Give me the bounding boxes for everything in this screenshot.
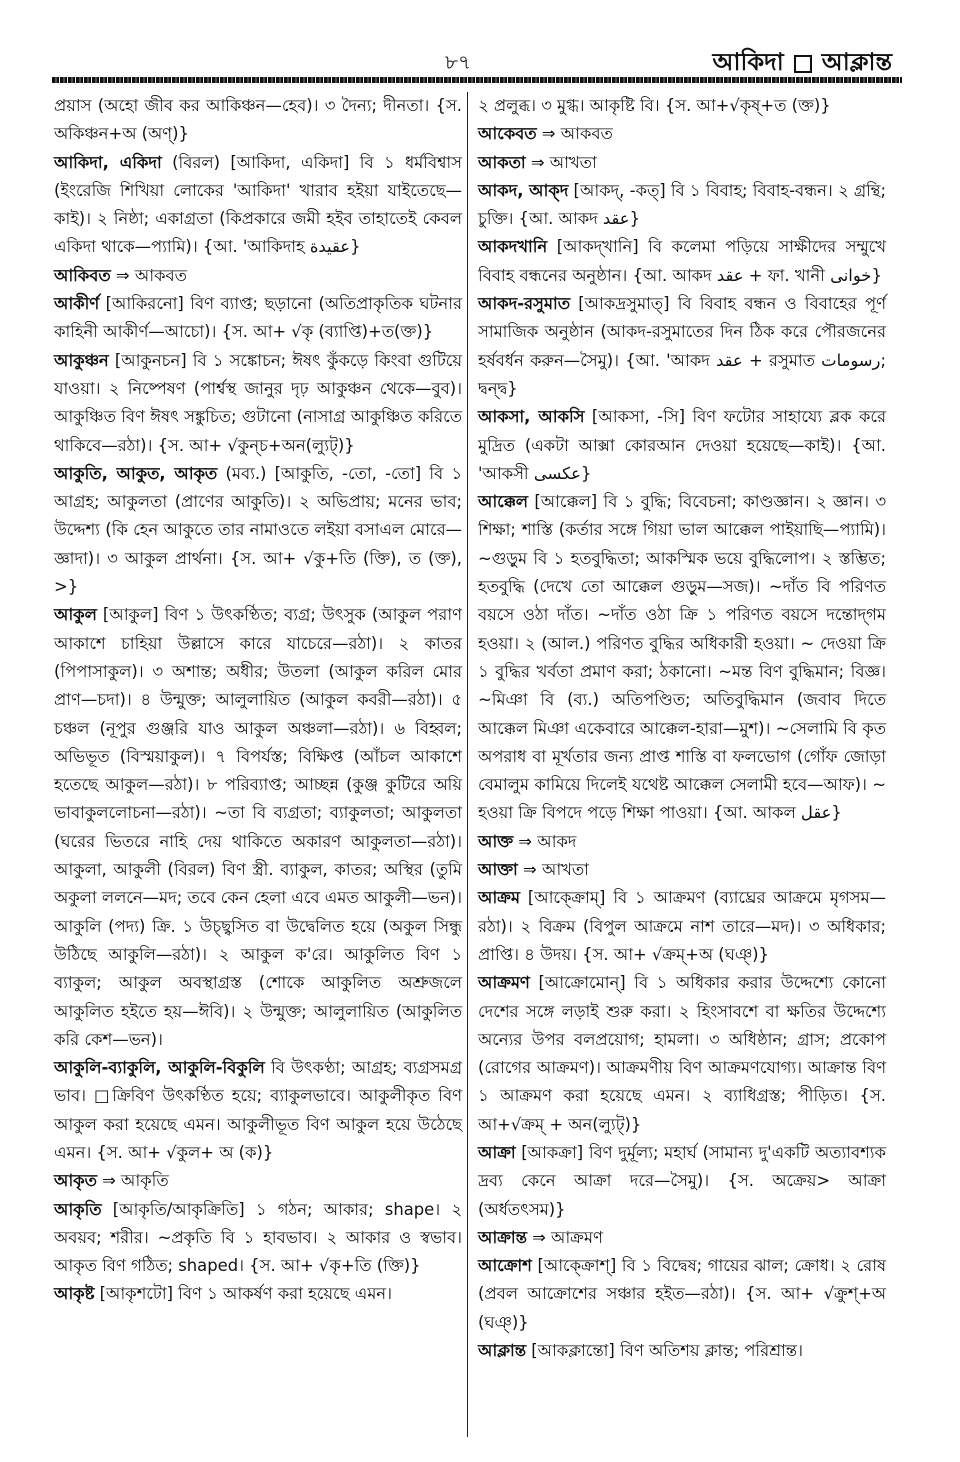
definition: ⇒ আক্রমণ — [526, 1227, 603, 1247]
definition: [আক্রোমোন্] বি ১ অধিকার করার উদ্দেশ্যে কোনো দেশের সঙ্গে লড়াই শুরু করা। ২ হিংসাবশে বা ক্ষতির উদ্দেশ্যে অন্যের উপর বলপ্রয়োগ; হামলা। ৩ অধিষ্ঠান; গ্রাস; প্রকোপ (রোগের আক্রমণ)। আক্রমণীয় বিণ আক্রমণযোগ্য। আক্রান্ত বিণ ১ আক্রমণ করা হয়েছে এমন। ২ ব্যাধিগ্রস্ত; পীড়িত। {স. আ+√ক্রম্ + অন(ল্যুট্)} — [478, 973, 886, 1134]
definition: প্রয়াস (অহো জীব কর আকিঞ্চন—হেব)। ৩ দৈন্য; দীনতা। {স. অকিঞ্চন+অ (অণ্)} — [54, 96, 462, 144]
dictionary-entry — [478, 403, 886, 488]
definition: [আক্ক্রোশ্] বি ১ বিদ্বেষ; গায়ের ঝাল; ক্রোধ। ২ রোষ (প্রবল আক্রোশের সঞ্চার হইত—রঠা)। {স. আ+ √ক্রুশ্+অ (ঘঞ্)} — [478, 1256, 886, 1332]
dictionary-entry — [478, 1337, 886, 1365]
dictionary-entry — [54, 1196, 462, 1281]
definition: ⇒ আকৃতি — [96, 1171, 169, 1191]
left-column — [54, 92, 462, 1309]
definition: [আকিরনো] বিণ ব্যাপ্ত; ছড়ানো (অতিপ্রাকৃতিক ঘটনার কাহিনী আকীর্ণ—আচো)। {স. আ+ √কৃ (ব্যাপ্তি)+ত(ক্ত)} — [54, 294, 462, 342]
headword: আকুল — [54, 605, 97, 625]
guide-separator-box — [794, 55, 812, 73]
dictionary-entry — [478, 1252, 886, 1337]
right-column — [478, 92, 886, 1365]
header-rule — [52, 77, 902, 83]
definition: ⇒ আখতা — [525, 152, 597, 172]
headword: আক্ত — [478, 831, 514, 851]
headword: আক্রা — [478, 1142, 516, 1162]
definition: (বিরল) [আকিদা, একিদা] বি ১ ধর্মবিশ্বাস (ইংরেজি শিখিয়া লোকের 'আকিদা' খারাব হইয়া যাইতেছে—কাই)। ২ নিষ্ঠা; একাগ্রতা (কিপ্রকারে জমী হইব তাহাতেই কেবল একিদা থাকে—প্যামি)। {আ. 'আকিদাহ عقيدة} — [54, 152, 463, 257]
headword: আকিবত — [54, 265, 111, 285]
headword: আক্রান্ত — [478, 1227, 527, 1247]
headword: আকেবত — [478, 124, 537, 144]
dictionary-entry — [54, 460, 462, 601]
headword: আকৃতি — [54, 1199, 102, 1219]
headword: আকদ, আক্দ — [478, 180, 569, 200]
definition: [আকৃতি/আকৃক্রিতি] ১ গঠন; আকার; shape। ২ অবয়ব; শরীর। ~প্রকৃতি বি ১ হাবভাব। ২ আকার ও স্বভাব। আকৃত বিণ গঠিত; shaped। {স. আ+ √কৃ+তি (ক্তি)} — [54, 1199, 462, 1276]
column-divider — [467, 92, 468, 1437]
dictionary-entry — [478, 1139, 886, 1224]
dictionary-entry — [54, 149, 462, 262]
dictionary-entry — [478, 120, 886, 148]
definition: ⇒ আকবত — [110, 265, 187, 285]
headword: আকুতি, আকুত, আকৃত — [54, 463, 218, 483]
dictionary-entry — [478, 149, 886, 177]
dictionary-entry — [54, 92, 462, 149]
dictionary-entry — [54, 1054, 462, 1167]
definition: [আকক্রা] বিণ দুর্মূল্য; মহার্ঘ (সামান্য দু'একটি অত্যাবশ্যক দ্রব্য কেনে আক্রা দরে—সৈমু)। {স. অক্রেয়> আক্রা (অর্ধতৎসম)} — [478, 1142, 886, 1219]
headword: আক্রমণ — [478, 973, 530, 993]
definition: ⇒ আকদ — [513, 831, 577, 851]
headword: আকীর্ণ — [54, 294, 100, 314]
dictionary-entry — [478, 488, 886, 828]
headword: আক্রম — [478, 888, 520, 908]
definition: [আক্কেল] বি ১ বুদ্ধি; বিবেচনা; কাণ্ডজ্ঞান। ২ জ্ঞান। ৩ শিক্ষা; শাস্তি (কর্তার সঙ্গে গিয়া ভাল আক্কেল পাইয়াছি—প্যামি)। ~গুড়ুম বি ১ হতবুদ্ধিতা; আকস্মিক ভয়ে বুদ্ধিলোপ। ২ স্তম্ভিত; হতবুদ্ধি (দেখে তো আক্কেল গুড়ুম—সজ)। ~দাঁত বি পরিণত বয়সে ওঠা দাঁত। ~দাঁত ওঠা ক্রি ১ পরিণত বয়সে দন্তোদ্‌গম হওয়া। ২ (আল.) পরিণত বুদ্ধির অধিকারী হওয়া। ~ দেওয়া ক্রি ১ বুদ্ধির খর্বতা প্রমাণ করা; ঠকানো। ~মন্ত বিণ বুদ্ধিমান; বিজ্ঞ। ~মিঞা বি (ব্য.) অতিপণ্ডিত; অতিবুদ্ধিমান (জবাব দিতে আক্কেল মিঞা একেবারে আক্কেল-হারা—মুশ)। ~সেলামি বি কৃত অপরাধ বা মূর্খতার জন্য প্রাপ্ত শাস্তি বা ফলভোগ (গোঁফ জোড়া বেমালুম কামিয়ে দিলেই যথেষ্ট আক্কেল সেলামী হবে—আফ)। ~ হওয়া ক্রি বিপদে পড়ে শিক্ষা পাওয়া। {আ. আকল عقل} — [478, 492, 886, 823]
definition: বি উৎকণ্ঠা; আগ্রহ; ব্যগ্রসমগ্র ভাব। □ক্রিবিণ উৎকণ্ঠিত হয়ে; ব্যাকুলভাবে। আকুলীকৃত বিণ আকুল করা হয়েছে এমন। আকুলীভূত বিণ আকুল হয়ে উঠেছে এমন। {স. আ+ √কুল+ অ (ক)} — [54, 1058, 462, 1162]
dictionary-entry — [478, 92, 886, 120]
headword: আকতা — [478, 152, 526, 172]
dictionary-entry — [54, 1280, 462, 1308]
headword: আকদখানি — [478, 237, 548, 257]
definition: [আকদ্রসুমাত্] বি বিবাহ বন্ধন ও বিবাহের পূর্ণ সামাজিক অনুষ্ঠান (আকদ-রসুমাতের দিন ঠিক করে পৌরজনের হর্ষবর্ধন করুন—সৈমু)। {আ. 'আকদ عقد + রসুমাত رسومات; দ্বন্দ্ব} — [478, 294, 886, 398]
dictionary-entry — [478, 177, 886, 234]
definition: [আকদ্খানি] বি কলেমা পড়িয়ে সাক্ষীদের সম্মুখে বিবাহ বন্ধনের অনুষ্ঠান। {আ. আকদ عقد + ফা. খানী خوانی} — [478, 237, 886, 285]
definition: [আকৃশটো] বিণ ১ আকর্ষণ করা হয়েছে এমন। — [94, 1284, 392, 1304]
definition: ২ প্রলুব্ধ। ৩ মুগ্ধ। আকৃষ্টি বি। {স. আ+√কৃষ্+ত (ক্ত)} — [478, 96, 831, 115]
dictionary-entry — [478, 1224, 886, 1252]
dictionary-entry — [478, 969, 886, 1139]
definition: (মব্য.) [আকুতি, -তো, -তো] বি ১ আগ্রহ; আকুলতা (প্রাণের আকুতি)। ২ অভিপ্রায়; মনের ভাব; উদ্দেশ্য (কি হেন আকুতে তার নামাওতে লইয়া বসাএল মোরে—জ্ঞাদা)। ৩ আকুল প্রার্থনা। {স. আ+ √কু+তি (ক্তি), ত (ক্ত), >} — [54, 463, 462, 597]
headword: আকৃষ্ট — [54, 1284, 95, 1304]
headword: আকদ-রসুমাত — [478, 294, 570, 314]
headword: আকসা, আকসি — [478, 407, 585, 427]
definition: ⇒ আকবত — [536, 124, 613, 144]
headword: আক্তা — [478, 860, 518, 880]
definition: [আকুল] বিণ ১ উৎকণ্ঠিত; ব্যগ্র; উৎসুক (আকুল পরাণ আকাশে চাহিয়া উল্লাসে কারে যাচেরে—রঠা)। ২ কাতর (পিপাসাকুল)। ৩ অশান্ত; অধীর; উতলা (আকুল করিল মোর প্রাণ—চদা)। ৪ উন্মুক্ত; আলুলায়িত (আকুল কবরী—রঠা)। ৫ চঞ্চল (নূপুর গুঞ্জরি যাও আকুল অঞ্চলা—রঠা)। ৬ বিহ্বল; অভিভূত (বিস্ময়াকুল)। ৭ বিপর্যস্ত; বিক্ষিপ্ত (আঁচল আকাশে হতেছে আকুল—রঠা)। ৮ পরিব্যাপ্ত; আচ্ছন্ন (কুঞ্জ কুটিরে অয়ি ভাবাকুললোচনা—রঠা)। ~তা বি ব্যগ্রতা; ব্যাকুলতা; আকুলতা (ঘরের ভিতরে নাহি দেয় থাকিতে অকারণ আকুলতা—রঠা)। আকুলা, আকুলী (বিরল) বিণ স্ত্রী. ব্যাকুল, কাতর; অস্থির (তুমি অকুলা ললনে—মদ; তবে কেন হেলা এবে এমত আকুলী—ভন)। আকুলি (পদ্য) ক্রি. ১ উচ্ছ্বসিত বা উদ্বেলিত হয়ে (অকুল সিন্ধু উঠিছে আকুলি—রঠা)। ২ আকুল ক'রে। আকুলিত বিণ ১ ব্যাকুল; আকুল অবস্থাগ্রস্ত (শোকে আকুলিত অশ্রুজলে আকুলিত হইতে হয়—ঈবি)। ২ উন্মুক্ত; আলুলায়িত (আকুলিত করি কেশ—ভন)। — [54, 605, 462, 1049]
dictionary-entry — [478, 828, 886, 856]
definition: [আক্ক্রোম্] বি ১ আক্রমণ (ব্যাঘ্রের আক্রমে মৃগসম—রঠা)। ২ বিক্রম (বিপুল আক্রমে নাশ তারে—মদ)। ৩ অধিকার; প্রাপ্তি। ৪ উদয়। {স. আ+ √ক্রম্+অ (ঘঞ্)} — [478, 888, 886, 964]
guide-word-first: আকিদা — [712, 48, 784, 76]
dictionary-entry — [54, 601, 462, 1054]
dictionary-entry — [54, 262, 462, 290]
dictionary-entry — [54, 290, 462, 347]
dictionary-entry — [478, 884, 886, 969]
dictionary-entry — [478, 290, 886, 403]
headword: আকুলি-ব্যাকুলি, আকুলি-বিকুলি — [54, 1058, 265, 1078]
headword: আকুঞ্চন — [54, 350, 109, 370]
definition: [আকসা, -সি] বিণ ফটোর সাহায্যে ব্লক করে মুদ্রিত (একটা আক্সা কোরআন দেওয়া হয়েছে—কাই)। {আ. 'আকসী عكسى} — [478, 407, 886, 483]
headword: আকৃত — [54, 1171, 97, 1191]
definition: [আকদ্, -কত্] বি ১ বিবাহ; বিবাহ-বন্ধন। ২ গ্রন্থি; চুক্তি। {আ. আকদ عقد} — [478, 180, 887, 229]
definition: [আকক্লান্তো] বিণ অতিশয় ক্লান্ত; পরিশ্রান্ত। — [526, 1341, 803, 1361]
headword: আকিদা, একিদা — [54, 152, 162, 172]
definition: [আকুনচন] বি ১ সঙ্কোচন; ঈষৎ কুঁকড়ে কিংবা গুটিয়ে যাওয়া। ২ নিষ্পেষণ (পার্শ্বস্থ জানুর দৃঢ় আকুঞ্চন থেকে—বুব)। আকুঞ্চিত বিণ ঈষৎ সঙ্কুচিত; গুটানো (নাসাগ্র আকুঞ্চিত করিতে থাকিবে—রঠা)। {স. আ+ √কুন্চ+অন(ল্যুট্)} — [54, 350, 462, 455]
dictionary-entry — [478, 233, 886, 290]
headword: আক্কেল — [478, 492, 528, 512]
page-number: ৮৭ — [445, 50, 471, 74]
definition: ⇒ আখতা — [517, 860, 589, 880]
dictionary-entry — [54, 1167, 462, 1195]
headword: আক্লান্ত — [478, 1341, 526, 1361]
dictionary-entry — [54, 347, 462, 460]
guide-word-last: আক্লান্ত — [821, 48, 892, 76]
dictionary-entry — [478, 856, 886, 884]
headword: আক্রোশ — [478, 1256, 532, 1276]
